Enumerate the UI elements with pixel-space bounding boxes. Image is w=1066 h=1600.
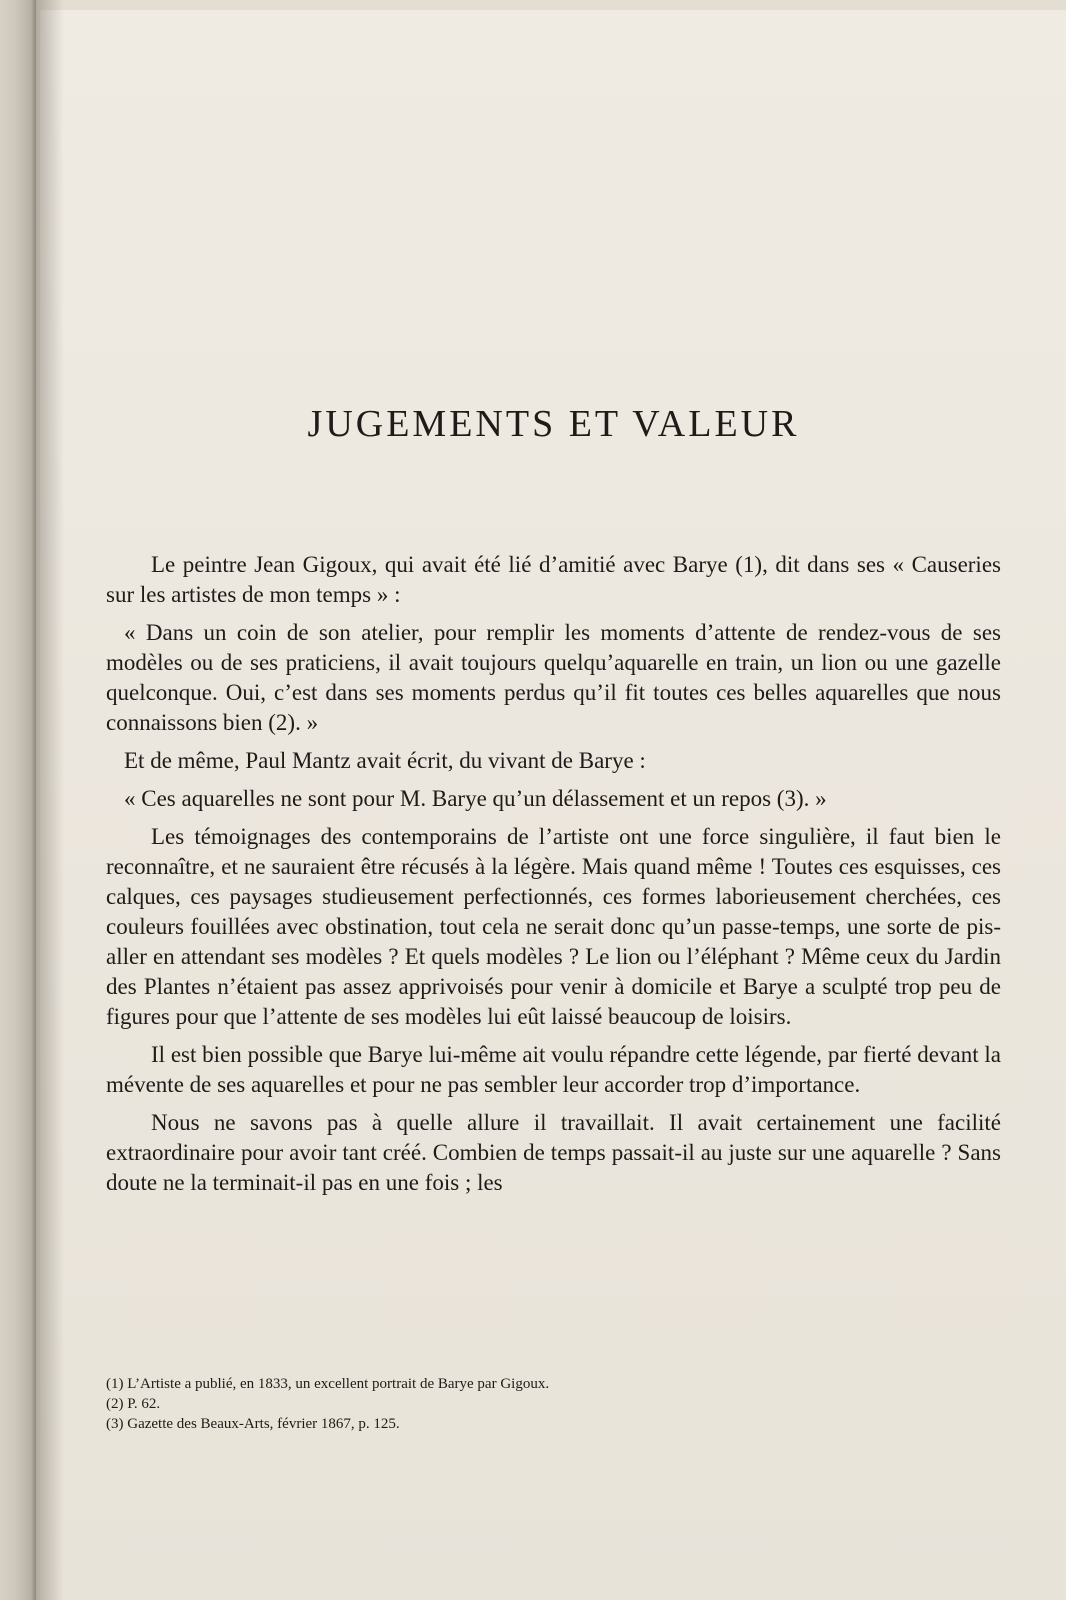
footnotes [106,1374,1001,1434]
paragraph: Et de même, Paul Mantz avait écrit, du vivant de Barye : [124,748,646,773]
body-text [106,550,1001,1206]
quote-paragraph: « Ces aquarelles ne sont pour M. Barye qu’un délassement et un repos (3). » [124,786,827,811]
paragraph: Nous ne savons pas à quelle allure il travaillait. Il avait certainement une facilité extraordinaire pour avoir tant créé. Combien de temps passait-il au juste sur une aquarelle ? Sans doute ne la terminait-il pas en une fois ; les [106,1110,1001,1195]
facing-page-edge [0,0,36,1600]
gutter-shadow [36,0,64,1600]
footnote: (2) P. 62. [106,1396,161,1412]
paragraph: Il est bien possible que Barye lui-même ait voulu répandre cette légende, par fierté devant la mévente de ses aquarelles et pour ne pas sembler leur accorder trop d’importance. [106,1042,1001,1097]
page-text-block [106,10,1001,1600]
footnote: (3) Gazette des Beaux-Arts, février 1867, p. 125. [106,1416,400,1432]
footnote: (1) L’Artiste a publié, en 1833, un excellent portrait de Barye par Gigoux. [106,1376,550,1392]
paragraph: Les témoignages des contemporains de l’artiste ont une force singulière, il faut bien le reconnaître, et ne sauraient être récusés à la légère. Mais quand même ! Toutes ces esquisses, ces calques, ces paysages studieusement perfectionnés, ces formes laborieusement cherchées, ces couleurs fouillées avec obstination, tout cela ne serait donc qu’un passe-temps, une sorte de pis-aller en attendant ses modèles ? Et quels modèles ? Le lion ou l’éléphant ? Même ceux du Jardin des Plantes n’étaient pas assez apprivoisés pour venir à domicile et Barye a sculpté trop peu de figures pour que l’attente de ses modèles lui eût laissé beaucoup de loisirs. [106,824,1001,1029]
quote-paragraph: « Dans un coin de son atelier, pour remplir les moments d’attente de rendez-vous de ses modèles ou de ses praticiens, il avait toujours quelqu’aquarelle en train, un lion ou une gazelle quelconque. Oui, c’est dans ses moments perdus qu’il fit toutes ces belles aquarelles que nous connaissons bien (2). » [106,620,1001,735]
book-page [40,10,1066,1600]
chapter-title: JUGEMENTS ET VALEUR [307,403,800,445]
paragraph: Le peintre Jean Gigoux, qui avait été lié d’amitié avec Barye (1), dit dans ses « Causeries sur les artistes de mon temps » : [106,552,1001,607]
